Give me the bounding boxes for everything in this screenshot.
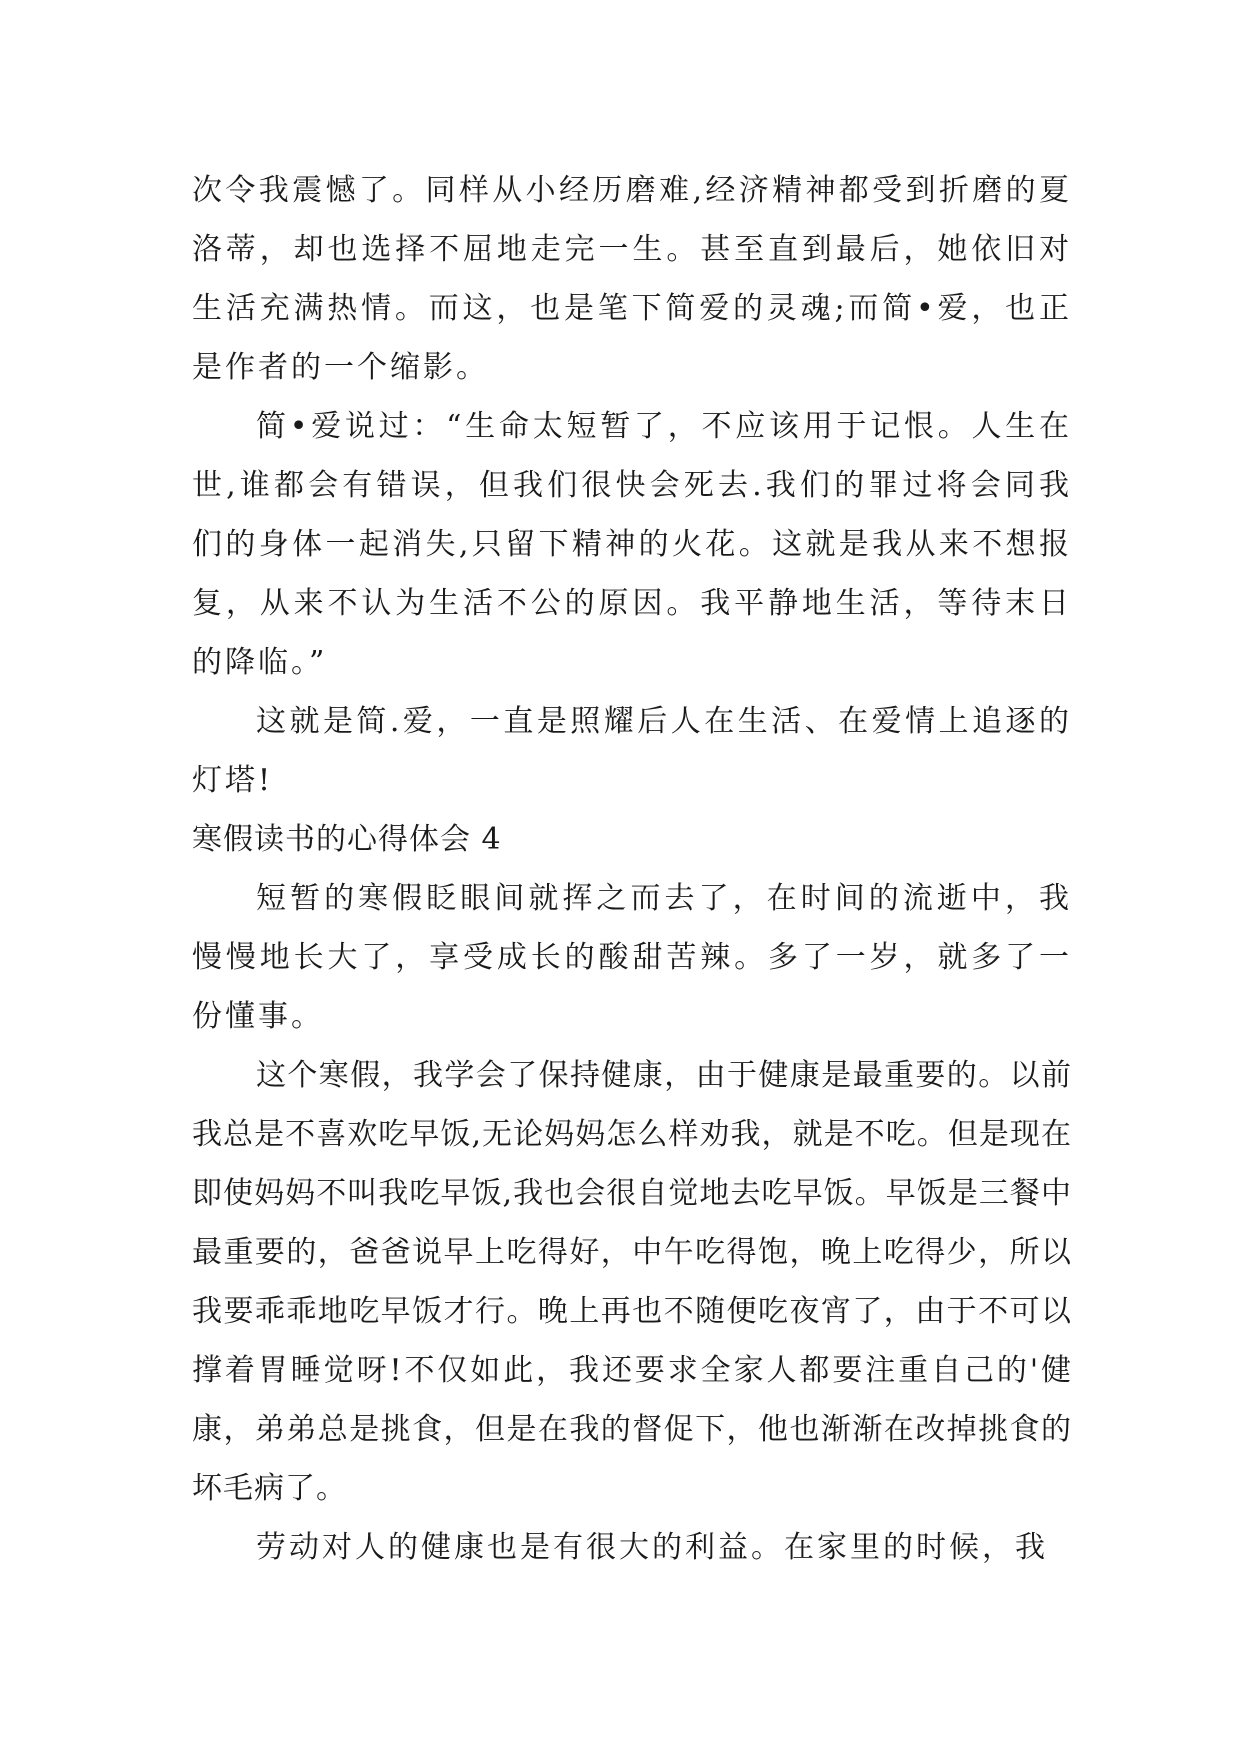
paragraph-lighthouse: 这就是简.爱，一直是照耀后人在生活、在爱情上追逐的灯塔! (192, 704, 1072, 798)
paragraph-quote: 简•爱说过：“生命太短暂了，不应该用于记恨。人生在世,谁都会有错误，但我们很快会死去.我们的罪过将会同我们的身体一起消失,只留下精神的火花。这就是我从来不想报复，从来不认为生活不公的原因。我平静地生活，等待末日的降临。” (192, 409, 1072, 680)
paragraph-winter-break: 短暂的寒假眨眼间就挥之而去了，在时间的流逝中，我慢慢地长大了，享受成长的酸甜苦辣。多了一岁，就多了一份懂事。 (192, 881, 1072, 1034)
section-title: 寒假读书的心得体会 4 (192, 822, 502, 857)
paragraph-labor: 劳动对人的健康也是有很大的利益。在家里的时候，我 (256, 1530, 1048, 1565)
paragraph-health: 这个寒假，我学会了保持健康，由于健康是最重要的。以前我总是不喜欢吃早饭,无论妈妈怎么样劝我，就是不吃。但是现在即使妈妈不叫我吃早饭,我也会很自觉地去吃早饭。早饭是三餐中最重要的，爸爸说早上吃得好，中午吃得饱，晚上吃得少，所以我要乖乖地吃早饭才行。晚上再也不随便吃夜宵了，由于不可以撑着胃睡觉呀!不仅如此，我还要求全家人都要注重自己的'健康，弟弟总是挑食，但是在我的督促下，他也渐渐在改掉挑食的坏毛病了。 (192, 1058, 1072, 1506)
document-body (192, 161, 1072, 1577)
paragraph-continuation: 次令我震憾了。同样从小经历磨难,经济精神都受到折磨的夏洛蒂，却也选择不屈地走完一生。甚至直到最后，她依旧对生活充满热情。而这，也是笔下简爱的灵魂;而简•爱，也正是作者的一个缩影。 (192, 173, 1072, 385)
